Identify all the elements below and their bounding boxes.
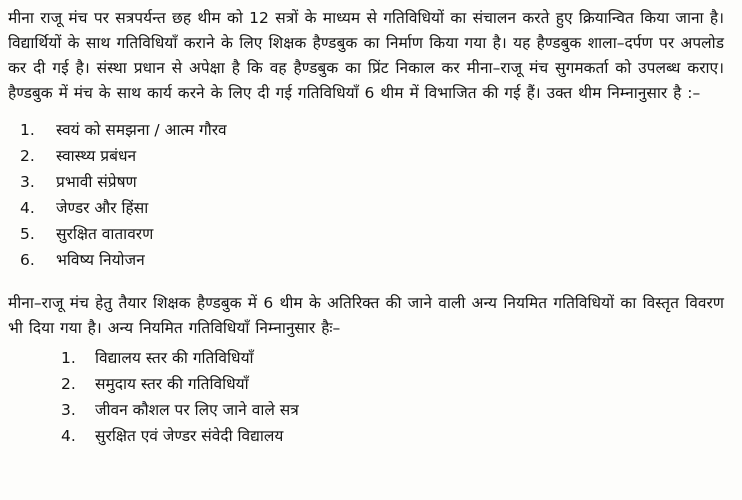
- theme-text: जेण्डर और हिंसा: [56, 199, 149, 217]
- theme-number: 5.: [20, 225, 35, 243]
- activity-text: विद्यालय स्तर की गतिविधियाँ: [95, 349, 254, 367]
- theme-item: [8, 221, 724, 247]
- theme-text: प्रभावी संप्रेषण: [56, 173, 137, 191]
- theme-number: 6.: [20, 251, 35, 269]
- activity-number: 3.: [61, 401, 76, 419]
- theme-text: स्वयं को समझना / आत्म गौरव: [56, 121, 227, 139]
- theme-text: स्वास्थ्य प्रबंधन: [56, 147, 137, 165]
- activity-text: जीवन कौशल पर लिए जाने वाले सत्र: [95, 401, 299, 419]
- activity-number: 2.: [61, 375, 76, 393]
- regular-activity-list: [8, 345, 724, 449]
- theme-item: [8, 247, 724, 273]
- theme-item: [8, 195, 724, 221]
- activity-item: [8, 345, 724, 371]
- theme-item: [8, 117, 724, 143]
- intro-paragraph: मीना राजू मंच पर सत्रपर्यन्त छह थीम को 12 सत्रों के माध्यम से गतिविधियों का संचालन करते हुए क्रियान्वित किया जाना है। विद्यार्थियों के साथ गतिविधियाँ कराने के लिए शिक्षक हैण्डबुक का निर्माण किया गया है। यह हैण्डबुक शाला–दर्पण पर अपलोड कर दी गई है। संस्था प्रधान से अपेक्षा है कि वह हैण्डबुक का प्रिंट निकाल कर मीना–राजू मंच सुगमकर्ता को उपलब्ध कराए। हैण्डबुक में मंच के साथ कार्य करने के लिए दी गई गतिविधियाँ 6 थीम में विभाजित की गई हैं। उक्त थीम निम्नानुसार है :–: [8, 9, 724, 102]
- theme-number: 4.: [20, 199, 35, 217]
- theme-item: [8, 143, 724, 169]
- theme-text: भविष्य नियोजन: [56, 251, 145, 269]
- theme-number: 2.: [20, 147, 35, 165]
- theme-text: सुरक्षित वातावरण: [56, 225, 154, 243]
- activity-item: [8, 397, 724, 423]
- activity-text: सुरक्षित एवं जेण्डर संवेदी विद्यालय: [95, 427, 284, 445]
- theme-number: 1.: [20, 121, 35, 139]
- activity-text: समुदाय स्तर की गतिविधियाँ: [95, 375, 249, 393]
- theme-number: 3.: [20, 173, 35, 191]
- theme-list: [8, 117, 724, 273]
- theme-item: [8, 169, 724, 195]
- activity-item: [8, 423, 724, 449]
- activity-number: 1.: [61, 349, 76, 367]
- activity-number: 4.: [61, 427, 76, 445]
- activity-item: [8, 371, 724, 397]
- second-paragraph: मीना–राजू मंच हेतु तैयार शिक्षक हैण्डबुक में 6 थीम के अतिरिक्त की जाने वाली अन्य नियमित गतिविधियों का विस्तृत विवरण भी दिया गया है। अन्य नियमित गतिविधियाँ निम्नानुसार हैः–: [8, 294, 724, 337]
